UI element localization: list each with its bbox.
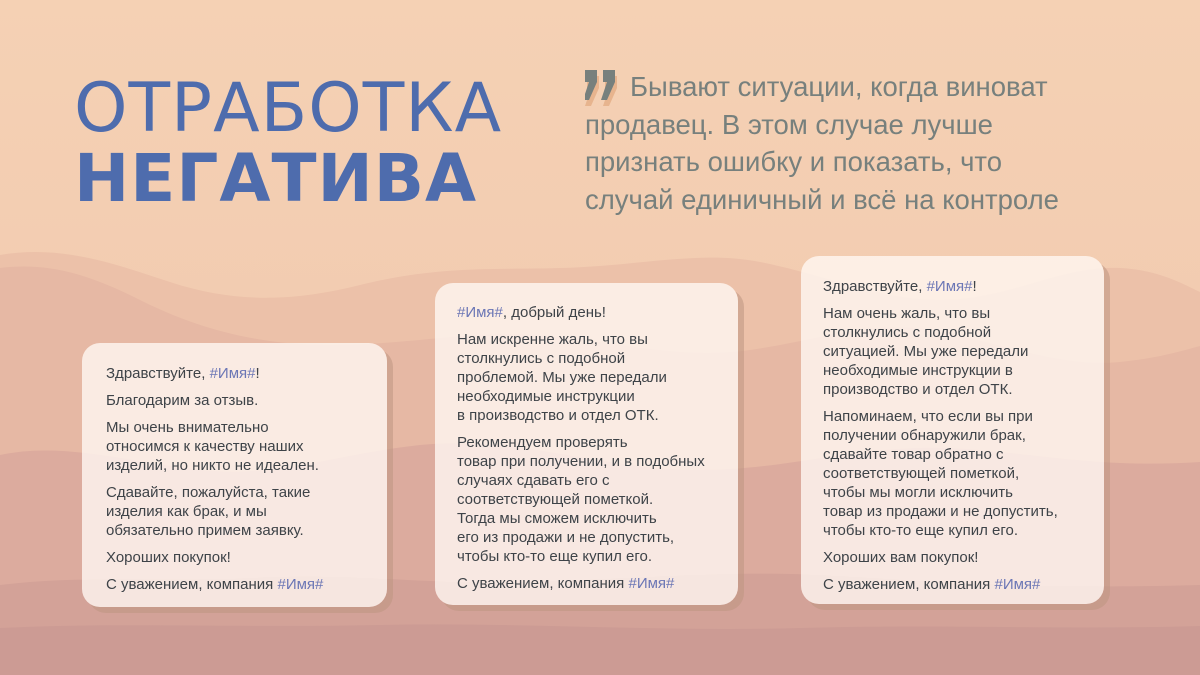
card-paragraph: Хороших вам покупок! xyxy=(823,549,979,566)
signature xyxy=(457,574,724,593)
title-line-1: ОТРАБОТКА xyxy=(74,69,503,148)
greeting xyxy=(823,277,1090,296)
title-line-2: НЕГАТИВА xyxy=(74,140,478,217)
signature-text: С уважением, компания xyxy=(457,575,629,592)
greeting-prefix: Здравствуйте, xyxy=(106,365,210,382)
quote-marks-icon xyxy=(585,70,621,108)
name-placeholder: #Имя# xyxy=(457,304,503,321)
greeting-suffix: , добрый день! xyxy=(502,304,606,321)
card-paragraph: Хороших покупок! xyxy=(106,549,231,566)
greeting xyxy=(457,303,724,322)
company-placeholder: #Имя# xyxy=(994,576,1041,593)
reply-card-2 xyxy=(435,283,738,605)
greeting-suffix: ! xyxy=(255,365,260,382)
card-paragraph: Напоминаем, что если вы при получении обнаружили брак, сдавайте товар обратно с соответствующей пометкой, чтобы мы могли исключить товар из продажи и не допустить, чтобы кто-то еще купил его. xyxy=(823,408,1058,539)
name-placeholder: #Имя# xyxy=(209,365,256,382)
page-title xyxy=(74,69,503,217)
signature-text: С уважением, компания xyxy=(106,576,278,593)
card-paragraph: Сдавайте, пожалуйста, такие изделия как брак, и мы обязательно примем заявку. xyxy=(106,484,311,539)
company-placeholder: #Имя# xyxy=(277,576,324,593)
greeting xyxy=(106,364,369,383)
greeting-suffix: ! xyxy=(972,278,977,295)
card-paragraph: Благодарим за отзыв. xyxy=(106,392,259,409)
card-paragraph: Рекомендуем проверять товар при получении, и в подобных случаях сдавать его с соответствующей пометкой. Тогда мы сможем исключить его из продажи и не допустить, чтобы кто-то еще купил его. xyxy=(457,434,705,565)
reply-card-1 xyxy=(82,343,387,607)
quote-block xyxy=(585,68,1185,218)
company-placeholder: #Имя# xyxy=(628,575,675,592)
signature xyxy=(823,575,1090,594)
card-paragraph: Нам искренне жаль, что вы столкнулись с подобной проблемой. Мы уже передали необходимые инструкции в производство и отдел ОТК. xyxy=(457,331,667,424)
card-paragraph: Мы очень внимательно относимся к качеству наших изделий, но никто не идеален. xyxy=(106,419,319,474)
signature-text: С уважением, компания xyxy=(823,576,995,593)
signature xyxy=(106,575,369,594)
reply-card-3 xyxy=(801,256,1104,604)
quote-text: Бывают ситуации, когда виноват продавец. В этом случае лучше признать ошибку и показать, что случай единичный и всё на контроле xyxy=(585,71,1059,215)
greeting-prefix: Здравствуйте, xyxy=(823,278,927,295)
name-placeholder: #Имя# xyxy=(926,278,973,295)
card-paragraph: Нам очень жаль, что вы столкнулись с подобной ситуацией. Мы уже передали необходимые инструкции в производство и отдел ОТК. xyxy=(823,305,1029,398)
